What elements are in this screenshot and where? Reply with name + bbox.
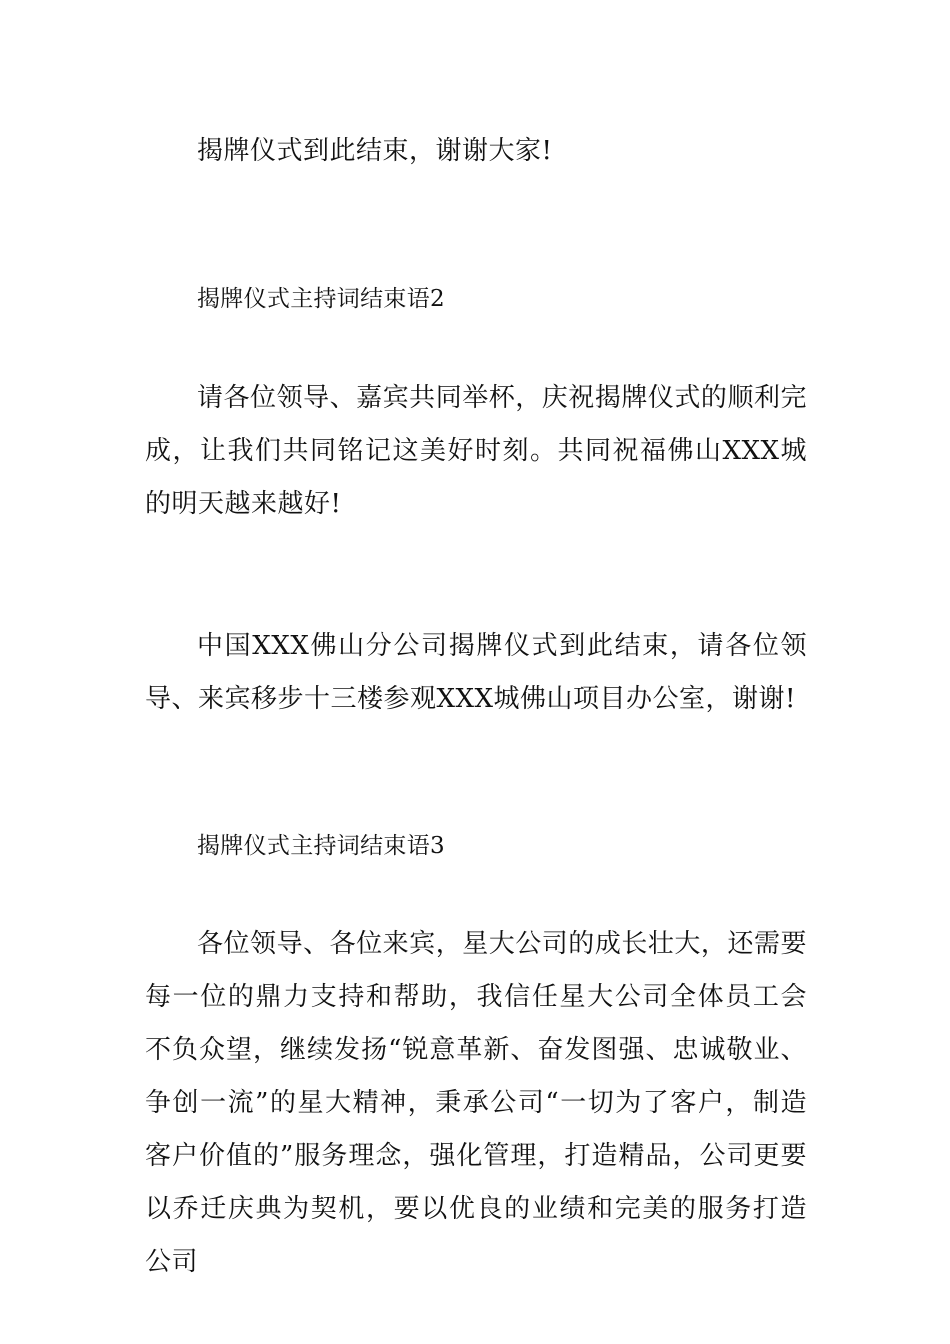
section-heading-3: 揭牌仪式主持词结束语3 [197,833,445,859]
toast-paragraph: 请各位领导、嘉宾共同举杯，庆祝揭牌仪式的顺利完成，让我们共同铭记这美好时刻。共同祝福佛山XXX城的明天越来越好! [145,383,807,519]
company-growth-paragraph: 各位领导、各位来宾，星大公司的成长壮大，还需要每一位的鼎力支持和帮助，我信任星大公司全体员工会不负众望，继续发扬“锐意革新、奋发图强、忠诚敬业、争创一流”的星大精神，秉承公司“一切为了客户，制造客户价值的”服务理念，强化管理，打造精品，公司更要以乔迁庆典为契机，要以优良的业绩和完美的服务打造公司 [145,929,807,1277]
visit-office-paragraph: 中国XXX佛山分公司揭牌仪式到此结束，请各位领导、来宾移步十三楼参观XXX城佛山项目办公室，谢谢! [145,631,807,714]
section-heading-2: 揭牌仪式主持词结束语2 [197,286,445,312]
closing-paragraph: 揭牌仪式到此结束，谢谢大家! [197,136,553,166]
